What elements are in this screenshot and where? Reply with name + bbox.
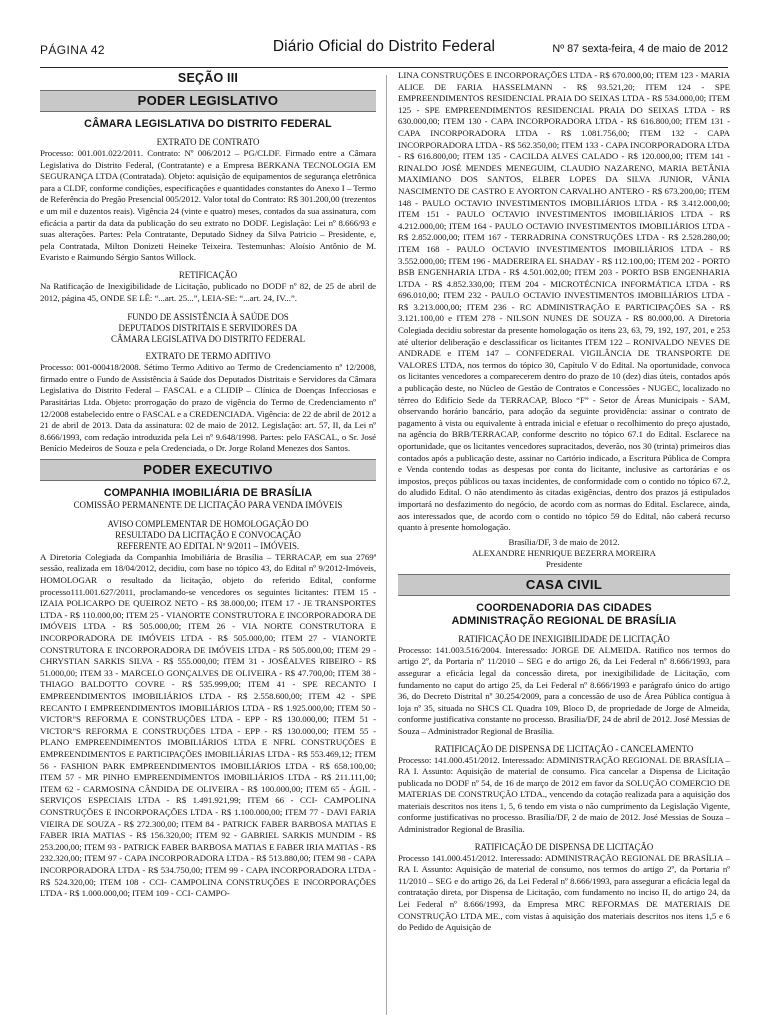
ratificacao-2-text: Processo: 141.000.451/2012. Interessado: ADMINISTRAÇÃO REGIONAL DE BRASÍLIA – RA I. Assunto: Aquisição de material de consumo. Fica cancelar a Dispensa de Licitação publicada no DODF nº 54, de 16 de março de 2012 em favor da SOLUÇÃO COMERCIO DE MATERIAS DE CONSTRUÇÃO LTDA., vencendo da cotação realizada para a aquisição dos materiais descritos nos itens 1, 5, 6 tendo em vista o não cumprimento da Legislação Vigente, conforme justificativas no processo. Brasília/DF, 2 de maio de 2012. José Messias de Souza – Administrador Regional de Brasília. bbox=[398, 754, 730, 835]
comissao-title: COMISSÃO PERMANENTE DE LICITAÇÃO PARA VENDA IMÓVEIS bbox=[73, 499, 343, 510]
extrato-contrato-text: Processo: 001.001.022/2011. Contrato: Nº 006/2012 – PG/CLDF. Firmado entre a Câmara Legislativa do Distrito Federal, (Contratante) e a Empresa BERKANA TECNOLOGIA EM SEGURANÇA LTDA (Contratada). Objeto: aquisição de equipamentos de segurança eletrônica para a CLDF, conforme condições, especificações e quantidades constantes do Anexo I – Termo de Referência do Pregão Presencial 005/2012. Valor total do Contrato: R$ 301.200,00 (trezentos e um mil e duzentos reais). Vigência 24 (vinte e quatro) meses, contados da sua assinatura, com eficácia a partir da data da publicação do seu extrato no DODF. Legislação: Lei nº 8.666/93 e suas alterações. Partes: Pela Contratante, Deputado Sidney da Silva Patricio – Presidente, e, pela Contratada, Milton Donizeti Heineke Teixeira. Testemunhas: Aloísio Antônio de M. Evaristo e Raimundo Sérgio Santos Willock. bbox=[40, 148, 376, 263]
coordenadoria-title-line-1: COORDENADORIA DAS CIDADES bbox=[476, 601, 652, 614]
aviso-continuation-text: LINA CONSTRUÇÕES E INCORPORAÇÕES LTDA - R$ 670.000,00; ITEM 123 - MARIA ALICE DE FARIA HASSELMANN - R$ 93.521,20; ITEM 124 - SPE EMPREENDIMENTOS RESIDENCIAL PRAIA DO SEIXAS LTDA - R$ 534.000,00; ITEM 125 - SPE EMPREENDIMENTOS RESIDENCIAL PRAIA DO SEIXAS LTDA - R$ 630.000,00; ITEM 130 - CAPA INCORPORADORA LTDA - R$ 616.800,00; ITEM 131 - CAPA INCORPORADORA LTDA - R$ 1.081.756,00; ITEM 132 - CAPA INCORPORADORA LTDA - R$ 562.350,00; ITEM 133 - CAPA INCORPORADORA LTDA - R$ 616.800,00; ITEM 135 - CACILDA ALVES CALADO - R$ 120.000,00; ITEM 141 - RINALDO JOSÉ MENDES MENEGUIM, CLAUDIO NAZARENO, MARIA BETÂNIA MAXIMIANO DOS SANTOS, ELBER LOPES DA SILVA JUNIOR, VÂNIA NASCIMENTO DE CASTRO E AYORTON CARVALHO ANTERO - R$ 673.200,00; ITEM 148 - PAULO OCTAVIO INVESTIMENTOS IMOBILIÁRIOS LTDA - R$ 3.412.000,00; ITEM 151 - PAULO OCTAVIO INVESTIMENTOS IMOBILIÁRIOS LTDA - R$ 4.212.000,00; ITEM 164 - PAULO OCTAVIO INVESTIMENTOS IMOBILIÁRIOS LTDA - R$ 2.852.000,00; ITEM 167 - TERRADRINA CONSTRUÇÕES LTDA - R$ 2.528.280,00; ITEM 168 - PAULO OCTAVIO INVESTIMENTOS IMOBILIÁRIOS LTDA - R$ 3.552.000,00; ITEM 196 - MADEREIRA EL SHADAY - R$ 112.100,00; ITEM 202 - PORTO BSB ENGENHARIA LTDA - R$ 4.501.002,00; ITEM 203 - PORTO BSB ENGENHARIA LTDA - R$ 4.852.330,00; ITEM 204 - MICROTÉCNICA INFORMÁTICA LTDA - R$ 696.010,00; ITEM 232 - PAULO OCTAVIO INVESTIMENTOS IMOBILIÁRIOS LTDA - R$ 3.213.000,00; ITEM 236 - RC ADMINISTRAÇÃO E PARTICIPAÇÕES SA - R$ 3.121.100,00 e ITEM 278 - NILSON NUNES DE SOUZA - R$ 80.000,00. A Diretoria Colegiada decidiu sobrestar da presente homologação os itens 23, 63, 79, 192, 197, 201, e 253 até ulterior deliberação e desclassificar os licitantes ITEM 122 – RONIVALDO NEVES DE ANDRADE e ITEM 147 – CONFEDERAL VIGILÂNCIA DE TRANSPORTE DE VALORES LTDA, nos termos do tópico 30, Capítulo V do Edital. Na oportunidade, convoca os licitantes vencedores a comparecerem dentro do prazo de 10 (dez) dias úteis, contados após a publicação deste, no Núcleo de Gestão de Contratos e Concessões - NUGEC, localizado no térreo do Edifício Sede da TERRACAP, Bloco “F” - Setor de Áreas Municipais - SAM, observando horário bancário, para adoção da seguinte providência: assinar o contrato de pagamento à vista ou equivalente à entrada inicial e efetuar o recolhimento do preço ajustado, na agência do BRB/TERRACAP, conforme descrito no tópico 67.1 do Edital. Esclarece na oportunidade, que os licitantes vencedores supracitados, deverão, nos 30 (trinta) primeiros dias contados após a publicação deste, assinar no Cartório indicado, a Escritura Pública de Compra e Venda contendo todas as despesas por conta do licitante, inclusive as cartorárias e os impostos, preços públicos ou taxas incidentes, de conformidade com o contido no tópico 67.2, do aludido Edital. O não atendimento às citadas exigências, dentro dos prazos já estipulados importará no desfazimento do negócio, de acordo com as normas do Edital. Esclarece, ainda, aos interessados que, de acordo com o contido no tópico 59 do Edital, não caberá recurso quanto à presente homologação. bbox=[398, 70, 730, 533]
ratificacao-2-title: RATIFICAÇÃO DE DISPENSA DE LICITAÇÃO - CANCELAMENTO bbox=[434, 743, 694, 754]
extrato-contrato-title: EXTRATO DE CONTRATO bbox=[156, 137, 260, 147]
extrato-aditivo-text: Processo: 001-000418/2008. Sétimo Termo Aditivo ao Termo de Credenciamento nº 12/2008, firmado entre o Fundo de Assistência à Saúde dos Deputados Distritais e Servidores da Câmara Legislativa do Distrito Federal – FASCAL e a CLIDIP – Clínica de Doenças Infecciosas e Parasitárias Ltda. Objeto: prorrogação do prazo de vigência do Termo de Credenciamento nº 12/2008 estabelecido entre o FASCAL e a CREDENCIADA. Vigência: de 22 de abril de 2012 a 21 de abril de 2013. Data da assinatura: 02 de maio de 2012. Legislação: art. 57, II, da Lei nº 8.666/1993, com redação introduzida pela Lei nº 9.648/1998. Partes: pelo FASCAL, o Sr. José Benício Medeiros de Souza e pela Credenciada, o Dr. Jorge Roland Menezes dos Santos. bbox=[40, 362, 376, 454]
coordenadoria-title-line-2: ADMINISTRAÇÃO REGIONAL DE BRASÍLIA bbox=[451, 614, 677, 627]
signature-role: Presidente bbox=[545, 558, 583, 569]
ratificacao-3-text: Processo 141.000.451/2012. Interessado: ADMINISTRAÇÃO REGIONAL DE BRASÍLIA – RA I. Assunto: Aquisição de material de consumo, nos termos do artigo 2º, da Portaria nº 11/2010 – SEG e do artigo 26, da Lei Federal nº 8.666/1993, para assegurar a eficácia legal da contratação direta, por Dispensa de Licitação, com fundamento no inciso II, do artigo 24, da Lei Federal nº 8.666/1993, da Empresa MRC REFORMAS DE MATERIAIS DE CONSTRUÇÃO LTDA ME., com vistas à aquisição dos materiais descritos nos itens 1,5 e 6 do Pedido de Aquisição de bbox=[398, 852, 730, 933]
fundo-title-line-1: FUNDO DE ASSISTÊNCIA À SAÚDE DOS bbox=[127, 312, 289, 323]
extrato-aditivo-title: EXTRATO DE TERMO ADITIVO bbox=[145, 351, 271, 362]
fundo-title-line-3: CÂMARA LEGISLATIVA DO DISTRITO FEDERAL bbox=[110, 334, 305, 345]
companhia-title: COMPANHIA IMOBILIÁRIA DE BRASÍLIA bbox=[103, 486, 313, 499]
newspaper-title: Diário Oficial do Distrito Federal bbox=[272, 38, 496, 55]
ratificacao-3-title: RATIFICAÇÃO DE DISPENSA DE LICITAÇÃO bbox=[474, 841, 654, 852]
column-divider bbox=[386, 75, 387, 1015]
bottom-clip-mask bbox=[40, 1020, 730, 1024]
aviso-text: A Diretoria Colegiada da Companhia Imobiliária de Brasília – TERRACAP, em sua 2769ª sessão, realizada em 18/04/2012, decidiu, com base no tópico 43, do Edital nº 9/2012-Imóveis, HOMOLOGAR o resultado da licitação, objeto do referido Edital, conforme processo111.001.627/2011, proclamando-se vencedores os seguintes licitantes: ITEM 15 - IZAIA POLICARPO DE QUEIROZ NETO - R$ 38.000,00; ITEM 17 - JE TRANSPORTES LTDA - R$ 110.000,00; ITEM 25 - VIANORTE CONSTRUTORA E INCORPORADORA DE IMÓVEIS LTDA - R$ 505.000,00; ITEM 26 - VIA NORTE CONSTRUTORA E INCORPORADORA DE IMÓVEIS LTDA - R$ 505.000,00; ITEM 27 - VIANORTE CONSTRUTORA E INCORPORADORA DE IMÓVEIS LTDA - R$ 505.000,00; ITEM 29 - CHRYSTIAN SARKIS SILVA - R$ 555.000,00; ITEM 31 - JOSÉALVES RIBEIRO - R$ 51.000,00; ITEM 33 - MARCELO GONÇALVES DE OLIVEIRA - R$ 47.700,00; ITEM 38 - THIAGO BALDOTTO COVRE - R$ 535.999,00; ITEM 41 - SPE RECANTO I EMPREENDIMENTOS IMOBILIÁRIOS LTDA - R$ 2.558.600,00; ITEM 42 - SPE RECANTO I EMPREENDIMENTOS IMOBILIÁRIOS LTDA - R$ 1.925.000,00; ITEM 50 - VICTOR"S REFORMA E CONSTRUÇÕES LTDA - EPP - R$ 130.000,00; ITEM 51 - VICTOR"S REFORMA E CONSTRUÇÕES LTDA - EPP - R$ 130.000,00; ITEM 55 - PLANO EMPREENDIMENTOS IMOBILIÁRIOS LTDA E NFRL CONSTRUÇÕES E EMPREENDIMENTOS E PARTICIPAÇÕES IMOBILIÁRIAS LTDA - R$ 553.469,12; ITEM 56 - FASHION PARK EMPREENDIMENTOS IMOBILIÁRIOS LTDA - R$ 658.100,00; ITEM 57 - MR PINHO EMPREENDIMENTOS IMOBILIÁRIOS LTDA - R$ 211.111,00; ITEM 62 - CARMOSINA CÂNDIDA DE OLIVEIRA - R$ 100.000,00; ITEM 65 - ÁGIL - SERVIÇOS ESPECIAIS LTDA - R$ 1.491.921,99; ITEM 66 - CCI- CAMPOLINA CONSTRUÇÕES E INCORPORAÇÕES LTDA - R$ 1.100.000,00; ITEM 77 - DAVI FARIA VIEIRA DE SOUZA - R$ 272.300,00; ITEM 84 - PATRICK FABER BARBOSA MATIAS E FABER IRIA MATIAS - R$ 156.320,00; ITEM 92 - GABRIEL SARKIS MUNDIM - R$ 253.200,00; ITEM 93 - PATRICK FABER BARBOSA MATIAS E FABER IRIA MATIAS - R$ 232.320,00; ITEM 97 - CAPA INCORPORADORA LTDA - R$ 513.880,00; ITEM 98 - CAPA INCORPORADORA LTDA - R$ 534.750,00; ITEM 99 - CAPA INCORPORADORA LTDA - R$ 524.320,00; ITEM 108 - CCI- CAMPOLINA CONSTRUÇÕES E INCORPORAÇÕES LTDA - R$ 1.000.000,00; ITEM 109 - CCI- CAMPO- bbox=[40, 551, 376, 899]
left-column bbox=[40, 70, 376, 1020]
ratificacao-1-title: RATIFICAÇÃO DE INEXIGIBILIDADE DE LICITAÇÃO bbox=[458, 633, 670, 644]
fundo-title-line-2: DEPUTADOS DISTRITAIS E SERVIDORES DA bbox=[118, 323, 298, 334]
aviso-title-line-2: RESULTADO DA LICITAÇÃO E CONVOCAÇÃO bbox=[115, 529, 301, 540]
retificacao-text: Na Ratificação de Inexigibilidade de Licitação, publicado no DODF nº 82, de 25 de abril de 2012, página 45, ONDE SE LÊ: “...art. 25...”, LEIA-SE: “...art. 24, IV...”. bbox=[40, 280, 376, 303]
band-poder-executivo: PODER EXECUTIVO bbox=[40, 459, 376, 481]
right-column bbox=[398, 70, 730, 1020]
page-header bbox=[40, 33, 728, 68]
band-poder-legislativo: PODER LEGISLATIVO bbox=[40, 90, 376, 112]
edition-date: Nº 87 sexta-feira, 4 de maio de 2012 bbox=[552, 43, 728, 55]
ratificacao-1-text: Processo: 141.003.516/2004. Interessado: JORGE DE ALMEIDA. Ratifico nos termos do artigo 2º, da Portaria nº 11/2010 – SEG e do artigo 26, da Lei Federal nº 8.666/1993, para assegurar a eficácia legal da concessão direta, por inexigibilidade de Licitação, com fundamento no caput do artigo 25, da Lei Federal nº 8.666/1993 e parágrafo único do artigo 36, do Decreto Distrital nº 30.254/2009, para a concessão de uso de Área Pública contígua à loja nº 35, situada no SHCS CL Quadra 109, Bloco D, de propriedade de Jorge de Almeida, conforme justificativa constante no processo. Brasília/DF, 24 de abril de 2012. José Messias de Souza – Administrador Regional de Brasília. bbox=[398, 644, 730, 736]
aviso-title-line-3: REFERENTE AO EDITAL Nº 9/2011 – IMÓVEIS. bbox=[116, 540, 300, 551]
signature-place-date: Brasília/DF, 3 de maio de 2012. bbox=[508, 536, 620, 547]
aviso-title-line-1: AVISO COMPLEMENTAR DE HOMOLOGAÇÃO DO bbox=[107, 518, 309, 529]
signature-name: ALEXANDRE HENRIQUE BEZERRA MOREIRA bbox=[472, 547, 656, 558]
camara-title: CÂMARA LEGISLATIVA DO DISTRITO FEDERAL bbox=[84, 118, 332, 130]
band-casa-civil: CASA CIVIL bbox=[398, 574, 730, 596]
section-title: SEÇÃO III bbox=[177, 71, 239, 85]
page-number: PÁGINA 42 bbox=[40, 43, 105, 57]
retificacao-title: RETIFICAÇÃO bbox=[178, 269, 238, 280]
